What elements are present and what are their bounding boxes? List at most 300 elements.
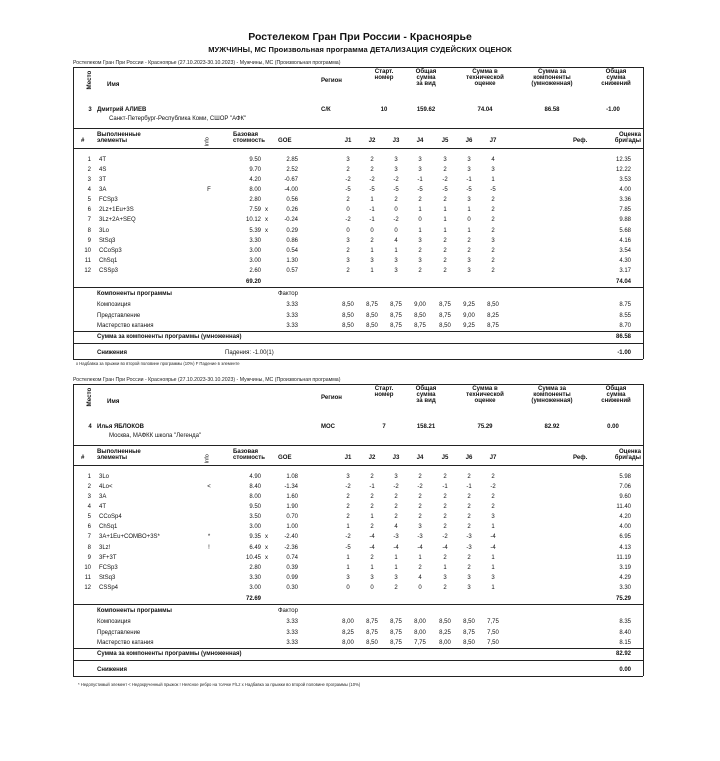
info-header: Info [204,137,211,147]
goe-header: GOE [278,137,292,144]
goe-value: -4.00 [284,186,298,193]
start-number: 7 [382,424,386,430]
component-judge-score: 8,75 [414,322,426,329]
comp-score: 82.92 [544,424,560,430]
base-value: 8.00 [249,186,261,193]
deductions-label: Снижения [97,666,127,673]
panel-score: 4.00 [619,524,631,531]
judge-score: 2 [346,493,350,500]
base-value: 9.70 [249,166,261,173]
element-code: 3A [99,493,107,500]
bonus-mark: x [265,544,268,551]
judge-score: -1 [369,217,375,224]
element-code: 4T [99,156,107,163]
component-panel-score: 8.70 [619,322,631,329]
panel-score: 3.53 [619,176,631,183]
component-judge-score: 8,50 [439,619,451,626]
goe-value: 1.00 [286,524,298,531]
base-value: 3.30 [249,237,261,244]
judge-score: -4 [369,534,375,541]
element-code: 3Lo [99,473,110,480]
competition-caption: Ростелеком Гран При России - Красноярье (27.10.2023-30.10.2023) - Мужчины, МС (Произвольная программа) [73,60,341,66]
comp-header: Сумма за компоненты (умноженная) [531,385,573,405]
judge-score: -4 [369,544,375,551]
base-value: 3.50 [249,514,261,521]
component-name: Композиция [97,302,131,309]
element-code: CSSp4 [99,585,119,592]
judge-score: 2 [443,585,447,592]
base-value: 10.12 [245,217,261,224]
component-judge-score: 8,00 [342,619,354,626]
component-factor: 3.33 [286,322,298,329]
components-header: Компоненты программы [97,607,172,615]
name-header: Имя [107,81,120,88]
judge-score: -4 [490,544,496,551]
judge-score: 2 [418,514,422,521]
component-judge-score: 8,75 [390,629,402,636]
judge-score: 3 [394,156,398,163]
judge-score: -2 [345,217,351,224]
panel-score: 11.19 [616,554,631,561]
component-judge-score: 8,75 [390,639,402,646]
judge-score: 2 [394,514,398,521]
judge-header: J5 [441,137,449,144]
total-header: Общая сумма за вид [415,385,437,405]
judge-score: 1 [346,564,350,571]
judge-score: 3 [443,156,447,163]
judge-score: 0 [467,217,471,224]
goe-value: 0.56 [286,197,298,204]
comp-score: 86.58 [544,107,560,113]
base-value: 5.39 [249,227,261,234]
judge-score: 2 [370,166,374,173]
element-number: 2 [87,166,91,173]
element-code: 3A [99,186,107,193]
judge-score: 2 [467,554,471,561]
element-number: 3 [87,176,91,183]
judge-header: J4 [416,137,424,144]
component-judge-score: 8,75 [463,629,475,636]
judge-header: J1 [344,137,352,144]
judge-score: 2 [370,554,374,561]
base-header: Базовая стоимость [233,131,265,145]
judge-score: 2 [394,503,398,510]
judge-score: 1 [491,585,495,592]
judge-score: 0 [418,217,422,224]
goe-value: 0.70 [286,514,298,521]
element-code: FCSp3 [99,564,118,571]
element-number: 10 [84,247,91,254]
judge-score: 2 [370,493,374,500]
judge-score: 2 [491,258,495,264]
component-judge-score: 8,50 [414,312,426,319]
document-subtitle: МУЖЧИНЫ, МС Произвольная программа ДЕТАЛИЗАЦИЯ СУДЕЙСКИХ ОЦЕНОК [208,45,512,54]
component-panel-score: 8.15 [619,639,631,646]
judge-score: 3 [394,268,398,275]
judge-score: -1 [369,483,375,490]
frame-bottom [73,676,643,677]
component-judge-score: 8,75 [366,619,378,626]
judge-score: -2 [345,483,351,490]
base-value: 3.00 [249,585,261,592]
element-number: 11 [84,258,91,264]
panel-score: 7.85 [619,207,631,214]
judge-score: -2 [393,483,399,490]
panel-score: 12.22 [615,166,631,173]
judge-score: 3 [467,268,471,275]
judge-score: 2 [418,268,422,275]
base-value: 3.00 [249,524,261,531]
judge-score: 4 [418,575,422,581]
judge-header: J5 [441,454,449,461]
panel-score: 4.29 [619,575,631,581]
region: С/К [321,107,331,113]
component-judge-score: 9,25 [463,302,475,309]
panel-score: 12.35 [615,156,631,163]
judge-score: -2 [442,534,448,541]
start-header: Старт. номер [374,385,394,399]
goe-value: 1.90 [286,503,298,510]
element-code: 4S [99,166,107,173]
components-sum-label: Сумма за компоненты программы (умноженная) [97,333,242,340]
skater-section [73,61,643,371]
element-number: 5 [87,197,91,204]
component-judge-score: 8,00 [414,629,426,636]
judge-score: 2 [491,493,495,500]
components-bottom-divider [73,343,643,344]
base-value: 9.35 [249,534,261,541]
base-value: 3.00 [249,247,261,254]
component-judge-score: 8,75 [390,619,402,626]
panel-score: 3.19 [619,564,631,571]
element-code: CCoSp3 [99,247,122,254]
element-number: 12 [84,585,91,592]
name-header: Имя [107,398,120,405]
ref-header: Реф. [573,137,588,144]
judge-score: 2 [418,564,422,571]
judge-header: J7 [489,137,497,144]
judge-score: 3 [346,237,350,244]
rank: 3 [88,107,92,113]
bonus-mark: x [265,534,268,541]
base-value: 6.49 [249,544,261,551]
goe-value: 0.39 [286,564,298,571]
judge-score: 1 [443,564,447,571]
frame-right [643,384,644,676]
judge-score: 0 [346,207,350,214]
element-number: 10 [84,564,91,571]
element-number: 11 [84,575,91,581]
judge-score: -5 [466,186,472,193]
judge-score: 3 [418,258,422,264]
component-judge-score: 7,50 [487,639,499,646]
skater-name: Илья ЯБЛОКОВ [97,424,144,430]
judge-score: -3 [466,544,472,551]
judge-score: 2 [418,503,422,510]
judge-score: 1 [394,247,398,254]
deductions-total: 0.00 [619,666,631,673]
goe-value: 0.86 [286,237,298,244]
panel-score: 4.13 [619,544,631,551]
judge-score: 2 [443,473,447,480]
element-code: CSSp3 [99,268,119,275]
judge-score: -2 [417,483,423,490]
element-code: 3Lo [99,227,110,234]
component-panel-score: 8.35 [619,619,631,626]
goe-value: -0.67 [284,176,298,183]
judge-score: -4 [442,544,448,551]
element-code: ChSq1 [99,258,118,264]
component-panel-score: 8.55 [619,312,631,319]
element-number: 4 [87,503,91,510]
base-value: 8.40 [249,483,261,490]
judge-score: 2 [467,237,471,244]
element-code: 3T [99,176,107,183]
judge-score: 1 [394,554,398,561]
element-number: 9 [87,554,91,561]
judge-score: -5 [345,186,351,193]
judge-score: -1 [442,483,448,490]
element-code: 3F+3T [99,554,117,561]
judge-score: 1 [370,514,374,521]
element-code: 3Lz+2A+SEQ [99,217,136,224]
judge-score: 2 [443,514,447,521]
panel-score: 4.30 [619,258,631,264]
judge-score: -1 [466,176,472,183]
component-factor: 3.33 [286,619,298,626]
component-panel-score: 8.40 [619,629,631,636]
judge-score: 1 [370,197,374,204]
judge-score: -2 [442,176,448,183]
element-number: 5 [87,514,91,521]
judge-score: 2 [370,237,374,244]
judge-score: -5 [345,544,351,551]
judge-score: 2 [491,227,495,234]
judge-score: -1 [369,207,375,214]
goe-value: 0.29 [286,227,298,234]
component-panel-score: 8.75 [619,302,631,309]
panel-score: 4.00 [619,186,631,193]
deductions-total: -1.00 [617,349,631,356]
elements-header-divider [73,465,643,466]
judge-score: 2 [346,268,350,275]
judge-score: 2 [370,524,374,531]
judge-score: 2 [346,197,350,204]
judge-score: 2 [394,585,398,592]
judge-header: J2 [368,454,376,461]
panel-score: 3.36 [619,197,631,204]
element-code: 2Lz+1Eu+3S [99,207,134,214]
judge-score: 2 [467,503,471,510]
panel-score: 3.54 [619,247,631,254]
judge-score: 1 [467,227,471,234]
judge-score: -2 [369,176,375,183]
element-code: StSq3 [99,237,116,244]
component-judge-score: 7,50 [487,629,499,636]
base-value: 7.59 [249,207,261,214]
component-factor: 3.33 [286,302,298,309]
judge-score: 2 [491,247,495,254]
tech-header: Сумма в технической оценке [466,68,504,88]
judge-score: 3 [467,575,471,581]
ded-header: Общая сумма снижений [601,385,631,405]
goe-header: GOE [278,454,292,461]
base-value: 3.30 [249,575,261,581]
element-number: 8 [87,544,91,551]
deductions-label: Снижения [97,349,127,356]
total-score: 158.21 [416,424,436,430]
element-number: 4 [87,186,91,193]
judge-header: J6 [465,137,473,144]
judge-header: J3 [392,137,400,144]
goe-value: 0.30 [286,585,298,592]
judge-score: 2 [443,247,447,254]
judge-score: 4 [394,524,398,531]
judge-score: 2 [370,473,374,480]
judge-score: 2 [443,197,447,204]
component-judge-score: 8,75 [439,312,451,319]
judge-score: 3 [443,575,447,581]
rank: 4 [88,424,92,430]
bonus-mark: x [265,227,268,234]
element-info: < [207,483,211,490]
judge-score: 3 [346,473,350,480]
goe-value: 1.08 [286,473,298,480]
elements-header: Выполненные элементы [97,131,141,145]
judge-score: 2 [443,503,447,510]
judge-score: -4 [417,544,423,551]
falls-text: Падения: -1.00(1) [225,349,274,356]
component-judge-score: 8,50 [342,302,354,309]
judge-score: 3 [346,258,350,264]
judge-score: -5 [417,186,423,193]
base-value: 2.80 [249,197,261,204]
judge-score: 3 [418,524,422,531]
total-score: 159.62 [416,107,436,113]
elements-bottom-divider [73,287,643,288]
judge-header: J7 [489,454,497,461]
component-judge-score: 8,00 [342,639,354,646]
components-header: Компоненты программы [97,290,172,298]
component-factor: 3.33 [286,312,298,319]
judge-header: J2 [368,137,376,144]
judge-score: 2 [443,166,447,173]
judge-score: 3 [491,514,495,521]
judge-score: 1 [443,207,447,214]
component-factor: 3.33 [286,629,298,636]
tech-total: 74.04 [615,279,631,286]
judge-score: 3 [418,156,422,163]
num-header: # [81,137,85,144]
judge-score: -2 [345,534,351,541]
element-number: 3 [87,493,91,500]
judge-score: 2 [346,247,350,254]
judge-score: -2 [345,176,351,183]
judge-score: 3 [467,156,471,163]
element-number: 7 [87,217,91,224]
judge-score: 2 [467,524,471,531]
judge-score: 1 [443,217,447,224]
judge-score: 2 [443,524,447,531]
judge-header: J4 [416,454,424,461]
element-info: * [207,534,211,541]
elements-bottom-divider [73,604,643,605]
component-judge-score: 8,50 [366,312,378,319]
judge-score: -3 [417,534,423,541]
element-code: ChSq1 [99,524,118,531]
judge-header: J1 [344,454,352,461]
judge-score: -1 [417,176,423,183]
base-total: 69.20 [245,279,261,286]
element-code: 3A+1Eu+COMBO+3S* [99,534,160,541]
judge-score: 1 [346,524,350,531]
judge-score: -2 [393,217,399,224]
component-judge-score: 8,00 [439,639,451,646]
judge-score: 2 [346,503,350,510]
judge-score: -5 [393,186,399,193]
goe-value: -2.36 [284,544,298,551]
goe-value: 2.52 [286,166,298,173]
judge-score: 0 [394,227,398,234]
judge-score: 2 [467,247,471,254]
judge-score: 1 [394,564,398,571]
judge-score: 2 [443,554,447,561]
element-code: 3Lz! [99,544,111,551]
goe-value: 0.54 [286,247,298,254]
panel-score: 4.20 [619,514,631,521]
component-judge-score: 8,50 [487,302,499,309]
elements-header-divider [73,148,643,149]
region-header: Регион [321,394,342,401]
element-number: 1 [87,156,91,163]
judge-score: 3 [467,197,471,204]
judge-score: 2 [491,217,495,224]
judge-score: 3 [467,258,471,264]
component-judge-score: 8,25 [342,629,354,636]
component-judge-score: 8,25 [487,312,499,319]
judge-score: 1 [418,227,422,234]
panel-header: Оценка бригады [614,448,641,462]
judge-score: 2 [370,156,374,163]
judge-score: 1 [491,564,495,571]
component-judge-score: 9,25 [463,322,475,329]
judge-score: 2 [467,564,471,571]
component-judge-score: 8,50 [366,322,378,329]
component-judge-score: 8,75 [390,302,402,309]
component-judge-score: 8,50 [342,322,354,329]
component-judge-score: 8,75 [487,322,499,329]
judge-score: 1 [491,524,495,531]
component-judge-score: 8,75 [439,302,451,309]
judge-score: 3 [346,575,350,581]
panel-score: 5.98 [619,473,631,480]
deductions-score: 0.00 [607,424,619,430]
components-bottom-divider [73,660,643,661]
ref-header: Реф. [573,454,588,461]
document-title: Ростелеком Гран При России - Красноярье [248,31,472,43]
judge-score: 2 [491,197,495,204]
summary-divider [73,445,643,446]
frame-right [643,67,644,359]
judge-header: J6 [465,454,473,461]
judge-header: J3 [392,454,400,461]
judge-score: 3 [418,166,422,173]
club: Санкт-Петербург-Республика Коми, СШОР "АФК" [109,116,247,122]
base-value: 2.80 [249,564,261,571]
component-judge-score: 8,75 [390,312,402,319]
judge-score: 2 [346,166,350,173]
component-name: Представление [97,312,141,319]
